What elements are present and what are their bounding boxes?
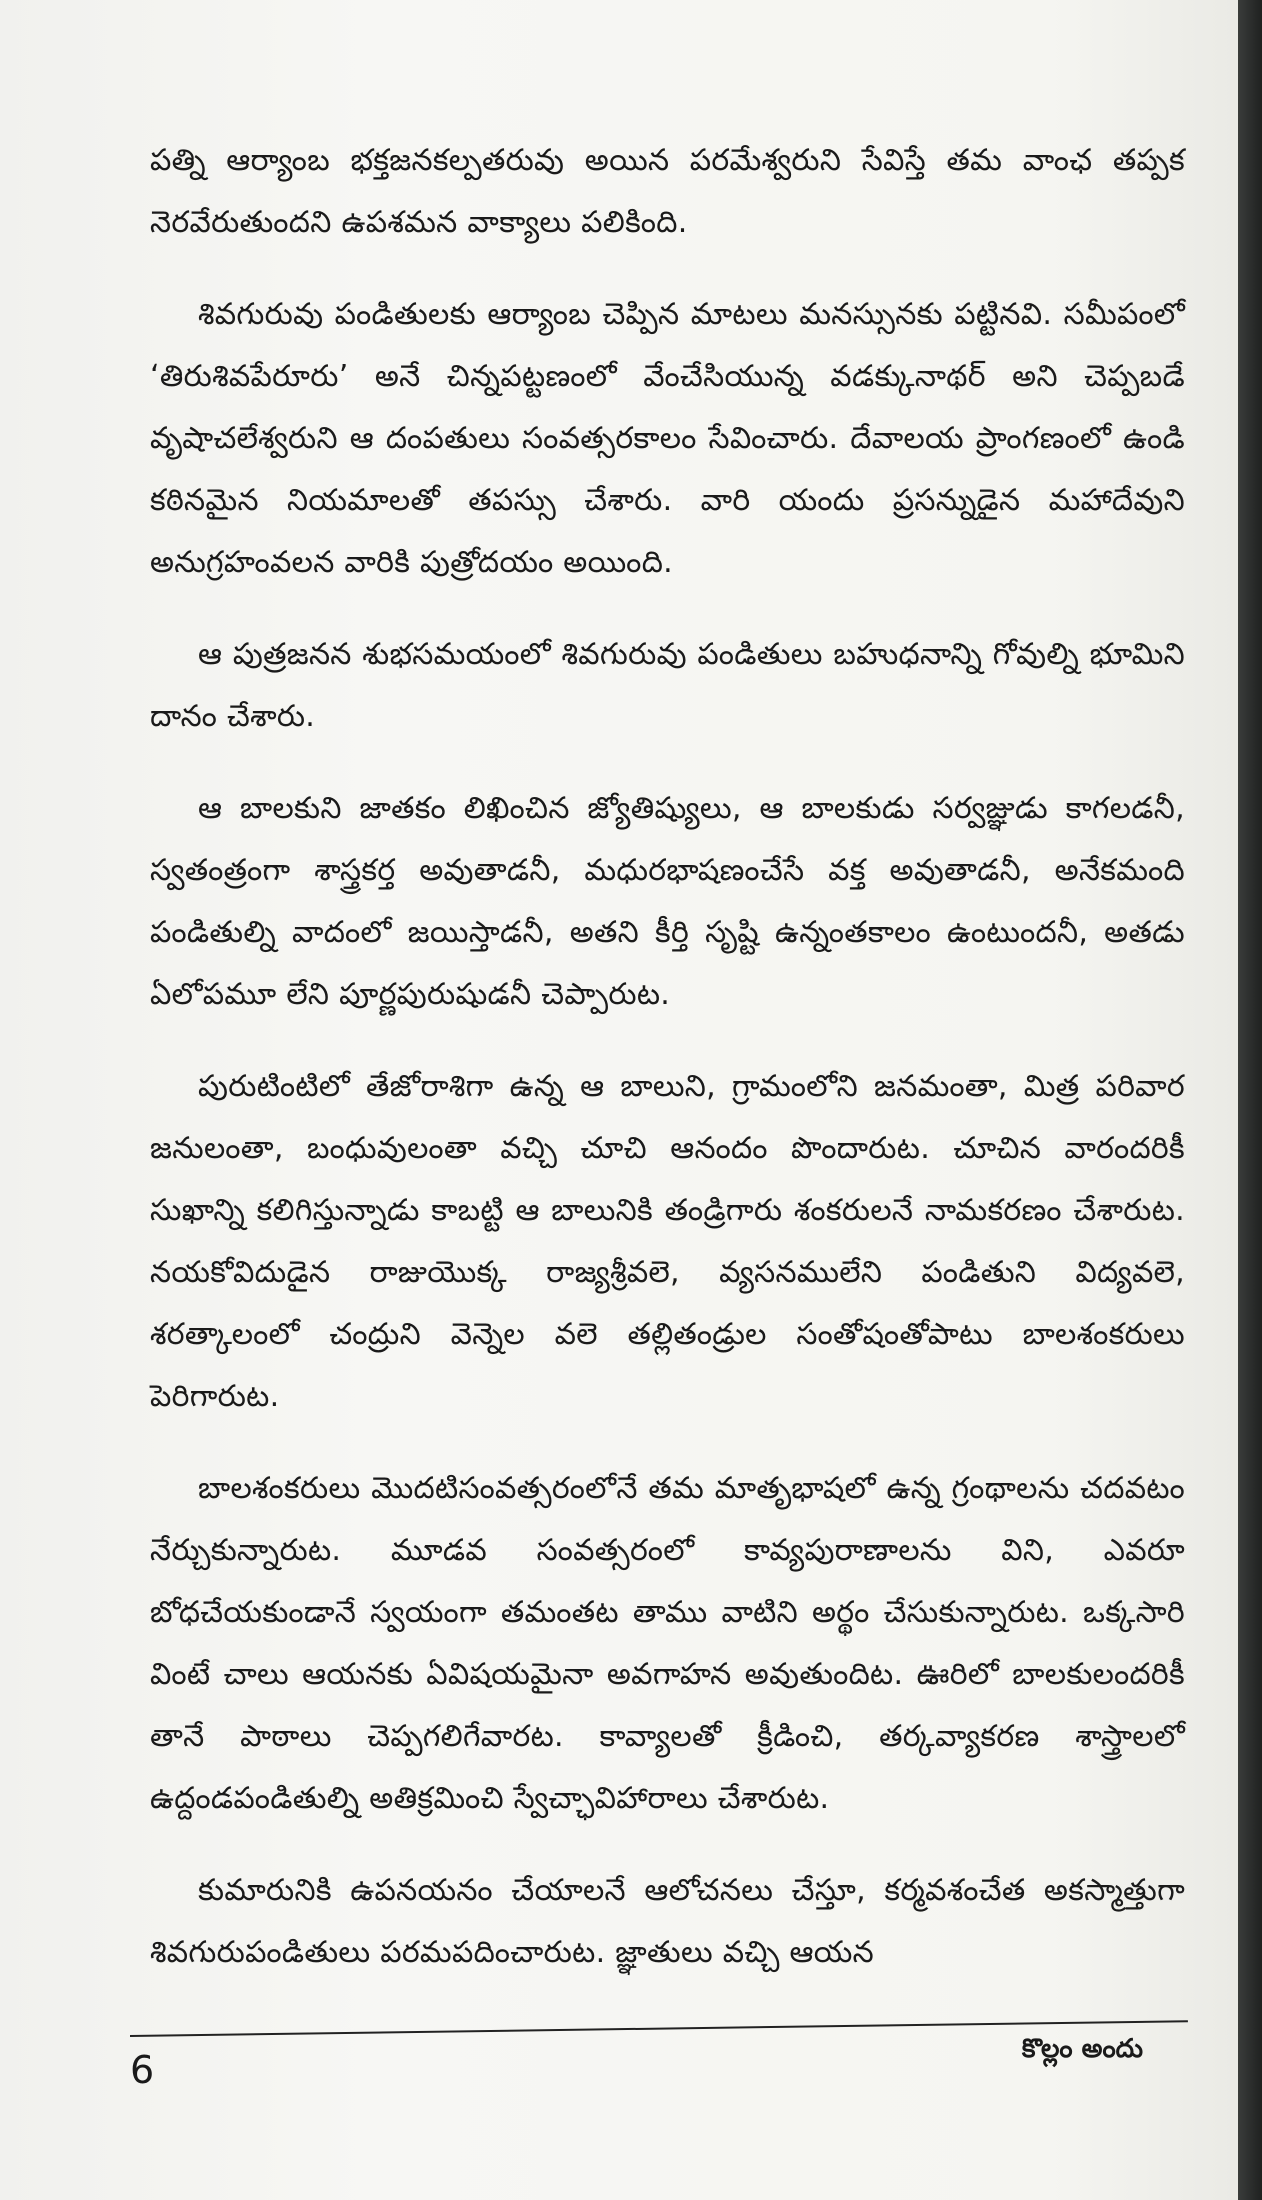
page-number: 6: [130, 2048, 155, 2092]
paragraph-6: బాలశంకరులు మొదటిసంవత్సరంలోనే తమ మాతృభాషలో ఉన్న గ్రంథాలను చదవటం నేర్చుకున్నారుట. మూడవ సంవత్సరంలో కావ్యపురాణాలను విని, ఎవరూ బోధచేయకుండానే స్వయంగా తమంతట తాము వాటిని అర్థం చేసుకున్నారుట. ఒక్కసారి వింటే చాలు ఆయనకు ఏవిషయమైనా అవగాహన అవుతుందిట. ఊరిలో బాలకులందరికీ తానే పాఠాలు చెప్పగలిగేవారట. కావ్యాలతో క్రీడించి, తర్కవ్యాకరణ శాస్త్రాలలో ఉద్దండపండితుల్ని అతిక్రమించి స్వేచ్ఛావిహారాలు చేశారుట.: [150, 1471, 1185, 1816]
paragraph-3: ఆ పుత్రజనన శుభసమయంలో శివగురువు పండితులు బహుధనాన్ని గోవుల్ని భూమిని దానం చేశారు.: [150, 637, 1185, 734]
paragraph-5: పురుటింటిలో తేజోరాశిగా ఉన్న ఆ బాలుని, గ్రామంలోని జనమంతా, మిత్ర పరివార జనులంతా, బంధువులంతా వచ్చి చూచి ఆనందం పొందారుట. చూచిన వారందరికీ సుఖాన్ని కలిగిస్తున్నాడు కాబట్టి ఆ బాలునికి తండ్రిగారు శంకరులనే నామకరణం చేశారుట. నయకోవిదుడైన రాజుయొక్క రాజ్యశ్రీవలె, వ్యసనములేని పండితుని విద్యవలె, శరత్కాలంలో చంద్రుని వెన్నెల వలె తల్లితండ్రుల సంతోషంతోపాటు బాలశంకరులు పెరిగారుట.: [150, 1069, 1185, 1414]
paragraph-2: శివగురువు పండితులకు ఆర్యాంబ చెప్పిన మాటలు మనస్సునకు పట్టినవి. సమీపంలో ‘తిరుశివపేరూరు’ అనే చిన్నపట్టణంలో వేంచేసియున్న వడక్కునాథర్ అని చెప్పబడే వృషాచలేశ్వరుని ఆ దంపతులు సంవత్సరకాలం సేవించారు. దేవాలయ ప్రాంగణంలో ఉండి కఠినమైన నియమాలతో తపస్సు చేశారు. వారి యందు ప్రసన్నుడైన మహాదేవుని అనుగ్రహంవలన వారికి పుత్రోదయం అయింది.: [150, 297, 1185, 580]
paragraph-7: కుమారునికి ఉపనయనం చేయాలనే ఆలోచనలు చేస్తూ, కర్మవశంచేత అకస్మాత్తుగా శివగురుపండితులు పరమపదించారుట. జ్ఞాతులు వచ్చి ఆయన: [150, 1873, 1185, 1970]
page-body: [150, 130, 1185, 2014]
book-gutter-edge: [1238, 0, 1262, 2200]
running-footer-title: కొల్లం అందు: [1021, 2034, 1143, 2064]
paragraph-4: ఆ బాలకుని జాతకం లిఖించిన జ్యోతిష్యులు, ఆ బాలకుడు సర్వజ్ఞుడు కాగలడనీ, స్వతంత్రంగా శాస్త్రకర్త అవుతాడనీ, మధురభాషణంచేసే వక్త అవుతాడనీ, అనేకమంది పండితుల్ని వాదంలో జయిస్తాడనీ, అతని కీర్తి సృష్టి ఉన్నంతకాలం ఉంటుందనీ, అతడు ఏలోపమూ లేని పూర్ణపురుషుడనీ చెప్పారుట.: [150, 791, 1185, 1012]
paragraph-1: పత్ని ఆర్యాంబ భక్తజనకల్పతరువు అయిన పరమేశ్వరుని సేవిస్తే తమ వాంఛ తప్పక నెరవేరుతుందని ఉపశమన వాక్యాలు పలికింది.: [150, 143, 1185, 240]
